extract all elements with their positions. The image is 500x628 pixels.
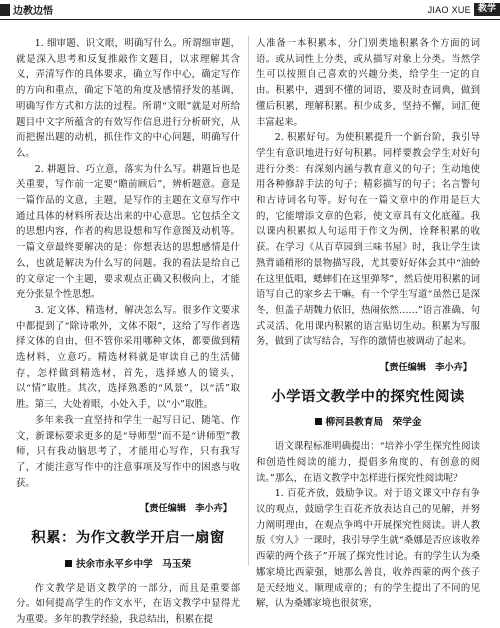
page-header [0,0,500,20]
paragraph: 1. 细审题、识文眼，明确写什么。所谓细审题，就是深入思考和反复推敲作文题目，以求理解其含义，弄清写作的具体要求，确立写作中心，确定写作的方向和重点，确定下笔的角度及感情抒发的基调，明确写作方式和方法的过程。所谓“文眼”就是对所给题目中文字所蕴含的有效写作信息进行分析研究，从而把握出题的动机，抓住作文的中心问题，明确写什么。 [16,38,240,159]
journal-tag: 教学 [474,3,500,16]
journal-label [428,2,500,17]
editor-credit: 【责任编辑 李小卉】 [140,503,232,515]
right-column [256,36,480,612]
byline-square-icon [315,418,322,425]
section-label [0,2,53,17]
article-title: 积累：为作文教学开启一扇窗 [31,530,225,547]
paragraph: 作文教学是语文教学的一部分，而且是重要部分。如何提高学生的作文水平，在语文教学中显得尤为重要。多年的教学经验，我总结出，积累在提 [16,582,240,625]
editor-credit: 【责任编辑 李小卉】 [380,362,472,374]
byline-text: 扶余市永平乡中学 马玉荣 [75,558,192,570]
left-column [16,36,240,628]
paragraph: 语文课程标准明确提出：“培养小学生探究性阅读和创造性阅读的能力，提倡多角度的、有创意的阅读。”那么，在语文教学中怎样进行探究性阅读呢？ [256,441,480,484]
paragraph: 2. 积累好句。为使积累提升一个新台阶，我引导学生有意识地进行好句积累。同样要教会学生对好句进行分类：有深刻内涵与教育意义的句子；生动地使用各种修辞手法的句子；精彩描写的句子；名言警句和古诗词名句等。好句在一篇文章中的作用是巨大的，它能增添文章的色彩，使文章具有文化底蕴。我以课内积累拟人句运用于作文为例，诠释积累的收获。在学习《从百草园到三味书屋》时，我让学生读熟背诵稍形的景物描写段，尤其要好好体会其中“油蛉在这里低唱，蟋蟀们在这里弹琴”，然后使用积累的词语写自己的家乡去干嘛。有一个学生写道“虽然已是深冬，但盖子胡魏力依旧，热闹依然……”语言准确、句式灵活、化用课内积累的语言贴切生动。积累为写服务，做到了读写结合，写作的激情也被调动了起来。 [256,132,480,348]
paragraph: 3. 定文体、精选材，解决怎么写。很多作文要求中都提到了“除诗歌外，文体不限”，这给了写作者选择文体的自由，但不管你采用哪种文体，都要做到精选材料，立意巧。精选材料就是审读自己的生活储存，怎样做到精选材，首先，选择感人的镜头，以“情”取胜。其次，选择熟悉的“风景”，以“活”取胜。第三，大处着眼，小处入手，以“小”取胜。 [16,304,240,411]
paragraph: 1. 百花齐放，鼓励争议。对于语文课文中存有争议的观点，鼓励学生百花齐放表达自己的见解，并努力阐明理由，在观点争鸣中开展探究性阅读。讲人教版《穷人》一课时，我引导学生就“桑娜是否应该收养西蒙的两个孩子”开展了探究性讨论。有的学生认为桑娜家境比西蒙强，她那么善良，收养西蒙的两个孩子是天经地义、顺理成章的；有的学生提出了不同的见解，认为桑娜家境也很贫寒， [256,488,480,610]
section-title: 边教边悟 [13,6,53,17]
paragraph: 2. 耕题旨、巧立意，落实为什么写。耕题旨也是关重要，写作前一定要“瞻前顾后”，辨析题意。意是一篇作品的文意，主题，是写作的主题在文章写作中通过具体的材料所表达出来的中心意思。它包括全文的思想内容，作者的构思设想和写作意图及动机等。一篇文章最终要解决的是：你想表达的思想感情是什么，也就是解决为什么写的问题。我的看法是给自己的文章定一个主题，要求观点正确又积极向上，才能充分张显个性思想。 [16,163,240,301]
column-divider [248,36,249,566]
section-marker-icon [0,4,10,16]
article-title: 小学语文教学中的探究性阅读 [271,388,465,405]
article-byline [16,557,240,573]
byline-text: 柳河县教育局 荣学金 [325,417,422,429]
paragraph: 多年来我一直坚持和学生一起写日记、随笔、作文，新课标要求更多的是“导师型”而不是“讲师型”教师，只有我动脑思考了，才能用心写作，只有我写了，才能注意写作中的注意事项及写作中的困惑与收获。 [16,414,240,489]
article-byline [256,415,480,431]
paragraph: 人准备一本积累本，分门别类地积累各个方面的词语。或从词性上分类，或从描写对象上分类。当然学生可以按照自己喜欢的兴趣分类，给学生一定的自由。积累中，遇到不懂的词语，要及时查词典，做到懂后积累，理解积累。积少成多，坚持不懈，词汇便丰富起来。 [256,38,480,128]
journal-name: JIAO XUE [427,4,471,15]
byline-square-icon [65,560,72,567]
